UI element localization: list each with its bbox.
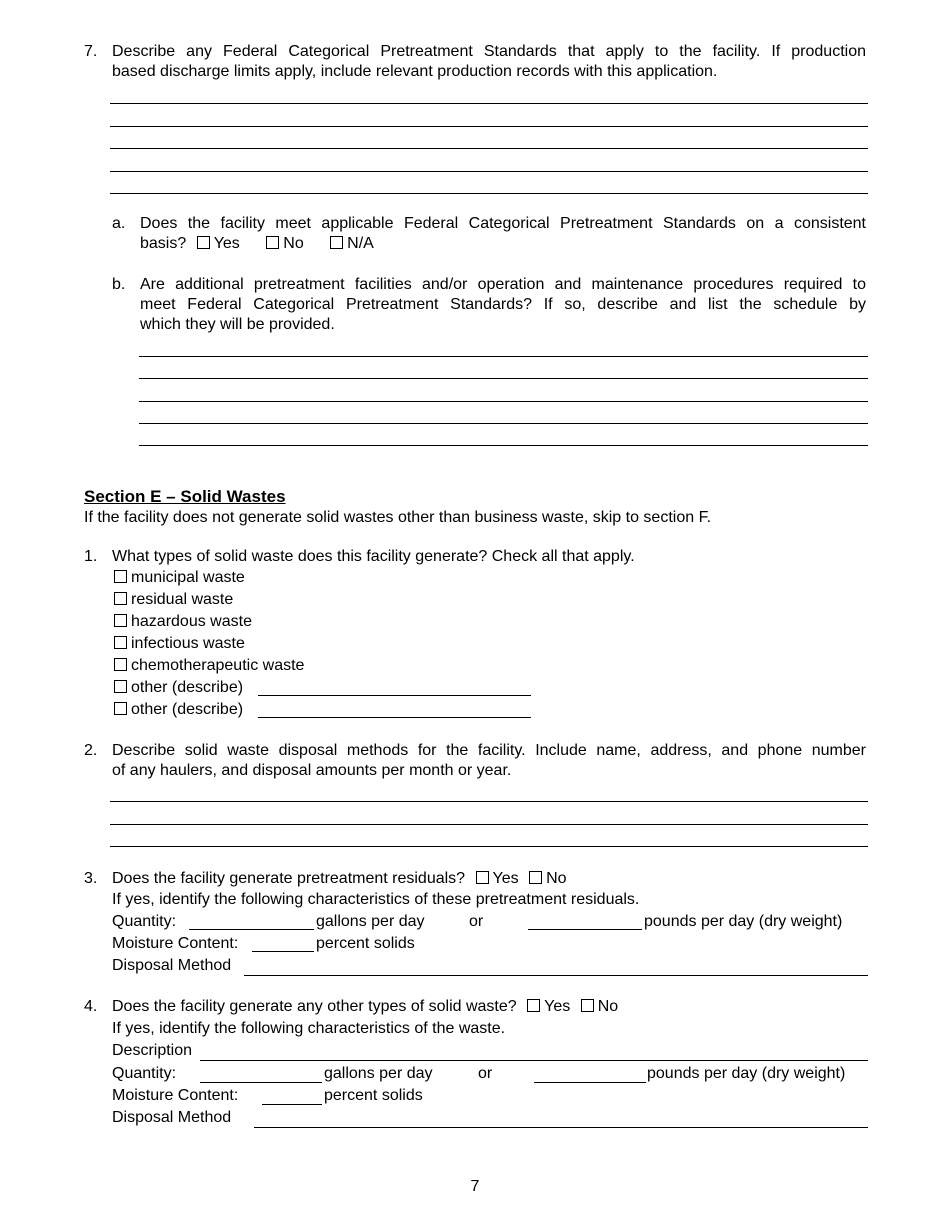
e-q3-ifyes: If yes, identify the following characteristics of these pretreatment residuals. [112,891,640,908]
e-q1-checkbox-chemotherapeutic[interactable] [114,658,127,671]
q7b-text-line1: Are additional pretreatment facilities and/or operation and maintenance procedures required to [140,276,866,293]
q7a-yes-checkbox[interactable] [197,236,210,249]
page-number: 7 [470,1178,480,1195]
e-q3-question: Does the facility generate pretreatment residuals? [112,870,466,887]
e-q3-disposal-field[interactable] [244,975,868,976]
e-q2-answer-line-2[interactable] [110,824,868,825]
q7-answer-line-1[interactable] [110,103,868,104]
q7b-answer-line-5[interactable] [139,445,868,446]
e-q4-disposal-label: Disposal Method [112,1109,232,1126]
e-q1-label-infectious: infectious waste [131,635,245,652]
q7a-options [140,234,374,254]
e-q4-description-field[interactable] [200,1060,868,1061]
e-q1-option-other-1[interactable] [114,678,243,698]
q7a-yes-label: Yes [213,235,240,252]
e-q1-checkbox-residual[interactable] [114,592,127,605]
e-q4-description-label: Description [112,1042,193,1059]
e-q3-gallons-label: gallons per day [316,913,425,930]
e-q1-other-1-field[interactable] [258,695,531,696]
q7-text-line2: based discharge limits apply, include relevant production records with this application. [112,63,718,80]
e-q1-option-hazardous[interactable] [114,612,252,632]
q7a-na-option[interactable] [330,235,374,252]
e-q3-yes-checkbox[interactable] [476,871,489,884]
e-q4-question-row [112,997,618,1017]
e-q2-answer-line-1[interactable] [110,801,868,802]
q7b-answer-line-3[interactable] [139,401,868,402]
e-q4-disposal-field[interactable] [254,1127,868,1128]
e-q4-no-option[interactable] [581,998,618,1015]
e-q3-no-label: No [546,870,567,887]
e-q1-option-municipal[interactable] [114,568,245,588]
e-q1-option-residual[interactable] [114,590,233,610]
e-q1-option-chemotherapeutic[interactable] [114,656,304,676]
e-q1-label-other-1: other (describe) [131,679,244,696]
q7-answer-line-5[interactable] [110,193,868,194]
q7-text-line1: Describe any Federal Categorical Pretreatment Standards that apply to the facility. If production [112,43,866,60]
q7b-answer-line-4[interactable] [139,423,868,424]
e-q1-option-other-2[interactable] [114,700,243,720]
q7a-yes-option[interactable] [197,235,240,252]
e-q2-text-line1: Describe solid waste disposal methods for the facility. Include name, address, and phone number [112,742,866,759]
e-q3-or: or [469,913,484,930]
e-q4-pounds-label: pounds per day (dry weight) [647,1065,846,1082]
e-q1-label-residual: residual waste [131,591,234,608]
e-q4-percent-label: percent solids [324,1087,423,1104]
e-q4-no-checkbox[interactable] [581,999,594,1012]
section-e-intro: If the facility does not generate solid wastes other than business waste, skip to section F. [84,509,712,526]
e-q2-text-line2: of any haulers, and disposal amounts per month or year. [112,762,512,779]
e-q4-moisture-field[interactable] [262,1104,322,1105]
q7a-no-checkbox[interactable] [266,236,279,249]
e-q4-pounds-field[interactable] [534,1082,646,1083]
q7b-letter: b. [112,276,126,293]
e-q1-checkbox-other-2[interactable] [114,702,127,715]
e-q4-gallons-field[interactable] [200,1082,322,1083]
q7b-text-line2: meet Federal Categorical Pretreatment Standards? If so, describe and list the schedule by [140,296,866,313]
q7a-no-label: No [283,235,304,252]
q7a-no-option[interactable] [266,235,303,252]
e-q3-question-row [112,869,567,889]
e-q1-label-chemotherapeutic: chemotherapeutic waste [131,657,305,674]
e-q3-quantity-label: Quantity: [112,913,177,930]
q7b-text-line3: which they will be provided. [140,316,335,333]
e-q4-gallons-label: gallons per day [324,1065,433,1082]
q7a-letter: a. [112,215,126,232]
e-q1-label-other-2: other (describe) [131,701,244,718]
e-q4-or: or [478,1065,493,1082]
q7a-na-checkbox[interactable] [330,236,343,249]
e-q1-number: 1. [84,548,98,565]
e-q3-disposal-label: Disposal Method [112,957,232,974]
e-q1-checkbox-infectious[interactable] [114,636,127,649]
e-q4-number: 4. [84,998,98,1015]
e-q3-pounds-label: pounds per day (dry weight) [644,913,843,930]
q7a-text-line1: Does the facility meet applicable Federal Categorical Pretreatment Standards on a consistent [140,215,866,232]
e-q3-no-option[interactable] [529,870,566,887]
e-q3-yes-option[interactable] [476,870,519,887]
e-q3-percent-label: percent solids [316,935,415,952]
e-q3-no-checkbox[interactable] [529,871,542,884]
e-q1-checkbox-hazardous[interactable] [114,614,127,627]
e-q1-checkbox-municipal[interactable] [114,570,127,583]
q7b-answer-line-1[interactable] [139,356,868,357]
e-q3-gallons-field[interactable] [189,929,314,930]
e-q4-moisture-label: Moisture Content: [112,1087,239,1104]
e-q1-checkbox-other-1[interactable] [114,680,127,693]
e-q1-label-hazardous: hazardous waste [131,613,252,630]
e-q4-question: Does the facility generate any other types of solid waste? [112,998,517,1015]
e-q4-yes-checkbox[interactable] [527,999,540,1012]
section-e-title: Section E – Solid Wastes [84,487,286,506]
e-q1-other-2-field[interactable] [258,717,531,718]
e-q3-moisture-field[interactable] [252,951,314,952]
e-q2-number: 2. [84,742,98,759]
e-q1-text: What types of solid waste does this facility generate? Check all that apply. [112,548,635,565]
e-q4-quantity-label: Quantity: [112,1065,177,1082]
e-q3-moisture-label: Moisture Content: [112,935,239,952]
e-q4-ifyes: If yes, identify the following characteristics of the waste. [112,1020,506,1037]
e-q3-number: 3. [84,870,98,887]
e-q1-label-municipal: municipal waste [131,569,245,586]
e-q2-answer-line-3[interactable] [110,846,868,847]
q7-answer-line-3[interactable] [110,148,868,149]
e-q3-yes-label: Yes [492,870,519,887]
e-q4-yes-label: Yes [544,998,571,1015]
e-q4-no-label: No [597,998,619,1015]
e-q4-yes-option[interactable] [527,998,570,1015]
q7a-basis-label: basis? [140,235,187,252]
q7b-answer-line-2[interactable] [139,378,868,379]
e-q3-pounds-field[interactable] [528,929,642,930]
e-q1-option-infectious[interactable] [114,634,245,654]
q7-answer-line-2[interactable] [110,126,868,127]
q7-answer-line-4[interactable] [110,171,868,172]
q7a-na-label: N/A [347,235,374,252]
q7-number: 7. [84,43,98,60]
